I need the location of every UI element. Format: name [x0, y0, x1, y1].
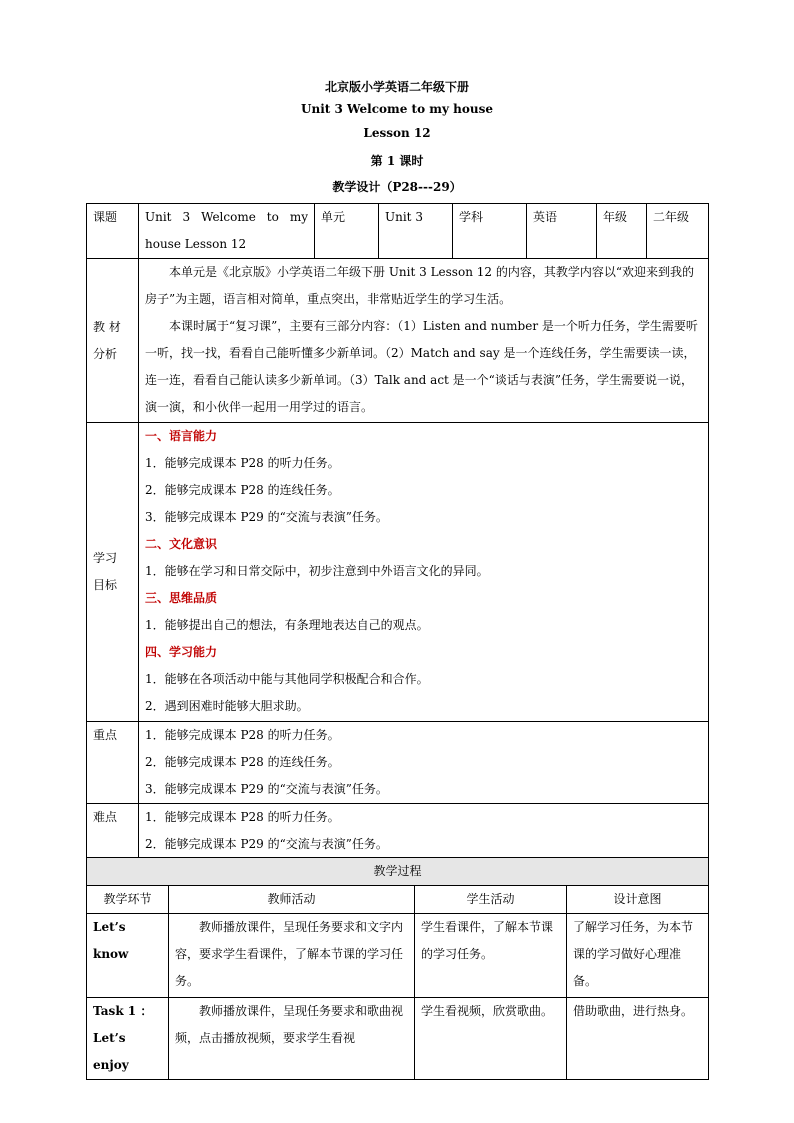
goals-section-language: 一、语言能力 — [145, 429, 218, 443]
goals-section-thinking: 三、思维品质 — [145, 591, 218, 605]
analysis-label: 教 材 分析 — [87, 259, 139, 423]
col-intent: 设计意图 — [567, 886, 709, 914]
table-row — [87, 998, 709, 1080]
key-point-item: 2．能够完成课本 P28 的连线任务。 — [145, 755, 340, 769]
subject-label: 学科 — [453, 204, 527, 259]
doc-title-line4: 第 1 课时 — [370, 154, 424, 168]
goals-section-learning: 四、学习能力 — [145, 645, 218, 659]
intent-cell: 了解学习任务，为本节课的学习做好心理准备。 — [567, 914, 709, 998]
goals-item: 3．能够完成课本 P29 的“交流与表演”任务。 — [145, 510, 388, 524]
process-table — [86, 857, 709, 1080]
teacher-cell — [169, 998, 415, 1080]
difficult-points-label: 难点 — [87, 804, 139, 862]
goals-row — [87, 423, 709, 722]
analysis-paragraph-1: 本单元是《北京版》小学英语二年级下册 Unit 3 Lesson 12 的内容，其教学内容以“欢迎来到我的房子”为主题，语言相对简单，重点突出，非常贴近学生的学习生活。 — [145, 265, 694, 306]
difficult-points-row — [87, 804, 709, 862]
student-cell: 学生看视频，欣赏歌曲。 — [415, 998, 567, 1080]
info-row — [87, 204, 709, 259]
stage-cell: Let’s know — [87, 914, 169, 998]
key-point-item: 1．能够完成课本 P28 的听力任务。 — [145, 728, 340, 742]
info-table — [86, 203, 709, 862]
col-stage: 教学环节 — [87, 886, 169, 914]
unit-value: Unit 3 — [379, 204, 453, 259]
col-student: 学生活动 — [415, 886, 567, 914]
teacher-text: 教师播放课件，呈现任务要求和文字内容，要求学生看课件，了解本节课的学习任务。 — [175, 920, 404, 988]
analysis-paragraph-2: 本课时属于“复习课”，主要有三部分内容：（1）Listen and number 是一个听力任务，学生需要听一听，找一找，看看自己能听懂多少新单词。（2）Match and say 是一个连线任务，学生需要读一读，连一连，看看自己能认读多少新单词。（3）Talk and act 是一个“谈话与表演”任务，学生需要说一说，演一演，和小伙伴一起用一用学过的语言。 — [145, 319, 698, 414]
difficult-points-content — [139, 804, 709, 862]
key-point-item: 3．能够完成课本 P29 的“交流与表演”任务。 — [145, 782, 388, 796]
goals-item: 1．能够完成课本 P28 的听力任务。 — [145, 456, 340, 470]
student-cell: 学生看课件，了解本节课的学习任务。 — [415, 914, 567, 998]
difficult-point-item: 1．能够完成课本 P28 的听力任务。 — [145, 810, 340, 824]
col-teacher: 教师活动 — [169, 886, 415, 914]
key-points-content — [139, 722, 709, 804]
doc-title-line1: 北京版小学英语二年级下册 — [324, 80, 469, 94]
analysis-row — [87, 259, 709, 423]
teacher-text: 教师播放课件，呈现任务要求和歌曲视频，点击播放视频，要求学生看视 — [175, 1004, 404, 1045]
process-title: 教学过程 — [87, 858, 709, 886]
unit-label: 单元 — [315, 204, 379, 259]
topic-value: Unit 3 Welcome to my house Lesson 12 — [139, 204, 315, 259]
key-points-row — [87, 722, 709, 804]
key-points-label: 重点 — [87, 722, 139, 804]
goals-item: 2．遇到困难时能够大胆求助。 — [145, 699, 309, 713]
stage-cell: Task 1 ：Let’s enjoy — [87, 998, 169, 1080]
goals-item: 2．能够完成课本 P28 的连线任务。 — [145, 483, 340, 497]
goals-item: 1．能够在学习和日常交际中，初步注意到中外语言文化的异同。 — [145, 564, 489, 578]
goals-content — [139, 423, 709, 722]
difficult-point-item: 2．能够完成课本 P29 的“交流与表演”任务。 — [145, 837, 388, 851]
goals-item: 1．能够提出自己的想法，有条理地表达自己的观点。 — [145, 618, 429, 632]
doc-title-line3: Lesson 12 — [363, 126, 431, 140]
analysis-content — [139, 259, 709, 423]
table-row — [87, 914, 709, 998]
topic-label: 课题 — [87, 204, 139, 259]
intent-cell: 借助歌曲，进行热身。 — [567, 998, 709, 1080]
process-title-row — [87, 858, 709, 886]
grade-label: 年级 — [597, 204, 647, 259]
grade-value: 二年级 — [647, 204, 709, 259]
teacher-cell — [169, 914, 415, 998]
doc-title-line5: 教学设计（P28---29） — [332, 180, 462, 194]
goals-item: 1．能够在各项活动中能与其他同学积极配合和合作。 — [145, 672, 429, 686]
goals-label: 学习 目标 — [87, 423, 139, 722]
doc-title-line2: Unit 3 Welcome to my house — [301, 102, 493, 116]
subject-value: 英语 — [527, 204, 597, 259]
goals-section-culture: 二、文化意识 — [145, 537, 218, 551]
process-header-row — [87, 886, 709, 914]
